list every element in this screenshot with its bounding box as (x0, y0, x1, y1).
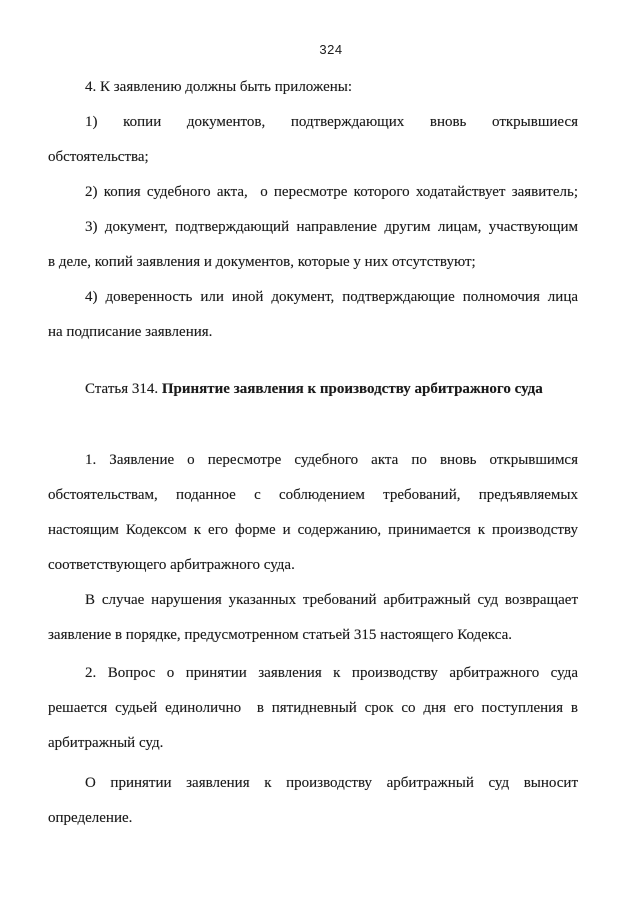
clause-2-ruling (48, 766, 578, 836)
text-line: настоящим Кодексом к его форме и содержанию, принимается к производству (48, 522, 578, 538)
clause-1 (48, 443, 578, 583)
subitem-3 (48, 210, 578, 280)
text-line: 1) копии документов, подтверждающих вновь открывшиеся (85, 114, 578, 130)
text-line: обстоятельствам, поданное с соблюдением требований, предъявляемых (48, 487, 578, 503)
item-4-intro (48, 70, 578, 105)
text-line: 4. К заявлению должны быть приложены: (85, 79, 353, 95)
text-line: В случае нарушения указанных требований арбитражный суд возвращает (85, 592, 578, 608)
text-line: О принятии заявления к производству арбитражный суд выносит (85, 775, 578, 791)
text-line: определение. (48, 810, 133, 826)
article-title: Принятие заявления к производству арбитражного суда (161, 381, 543, 397)
text-line: на подписание заявления. (48, 324, 213, 340)
text-line: решается судьей единолично в пятидневный срок со дня его поступления в (48, 700, 578, 716)
subitem-2 (48, 175, 578, 210)
text-line: 1. Заявление о пересмотре судебного акта по вновь открывшимся (85, 452, 578, 468)
article-number-label: Статья 314. (85, 381, 159, 397)
subitem-4 (48, 280, 578, 350)
text-line: арбитражный суд. (48, 735, 164, 751)
subitem-1 (48, 105, 578, 175)
text-line: 4) доверенность или иной документ, подтверждающие полномочия лица (85, 289, 578, 305)
text-line: обстоятельства; (48, 149, 149, 165)
clause-1-return (48, 583, 578, 653)
document-body (48, 70, 578, 836)
text-line: заявление в порядке, предусмотренном статьей 315 настоящего Кодекса. (48, 627, 512, 643)
text-line: в деле, копий заявления и документов, которые у них отсутствуют; (48, 254, 476, 270)
text-line: 2) копия судебного акта, о пересмотре которого ходатайствует заявитель; (85, 184, 578, 200)
page-number: 324 (319, 42, 343, 57)
article-heading-line (48, 372, 578, 407)
text-line: 3) документ, подтверждающий направление другим лицам, участвующим (85, 219, 578, 235)
clause-2 (48, 656, 578, 761)
article-314-heading (48, 372, 578, 407)
text-line: соответствующего арбитражного суда. (48, 557, 295, 573)
text-line: 2. Вопрос о принятии заявления к производству арбитражного суда (85, 665, 578, 681)
